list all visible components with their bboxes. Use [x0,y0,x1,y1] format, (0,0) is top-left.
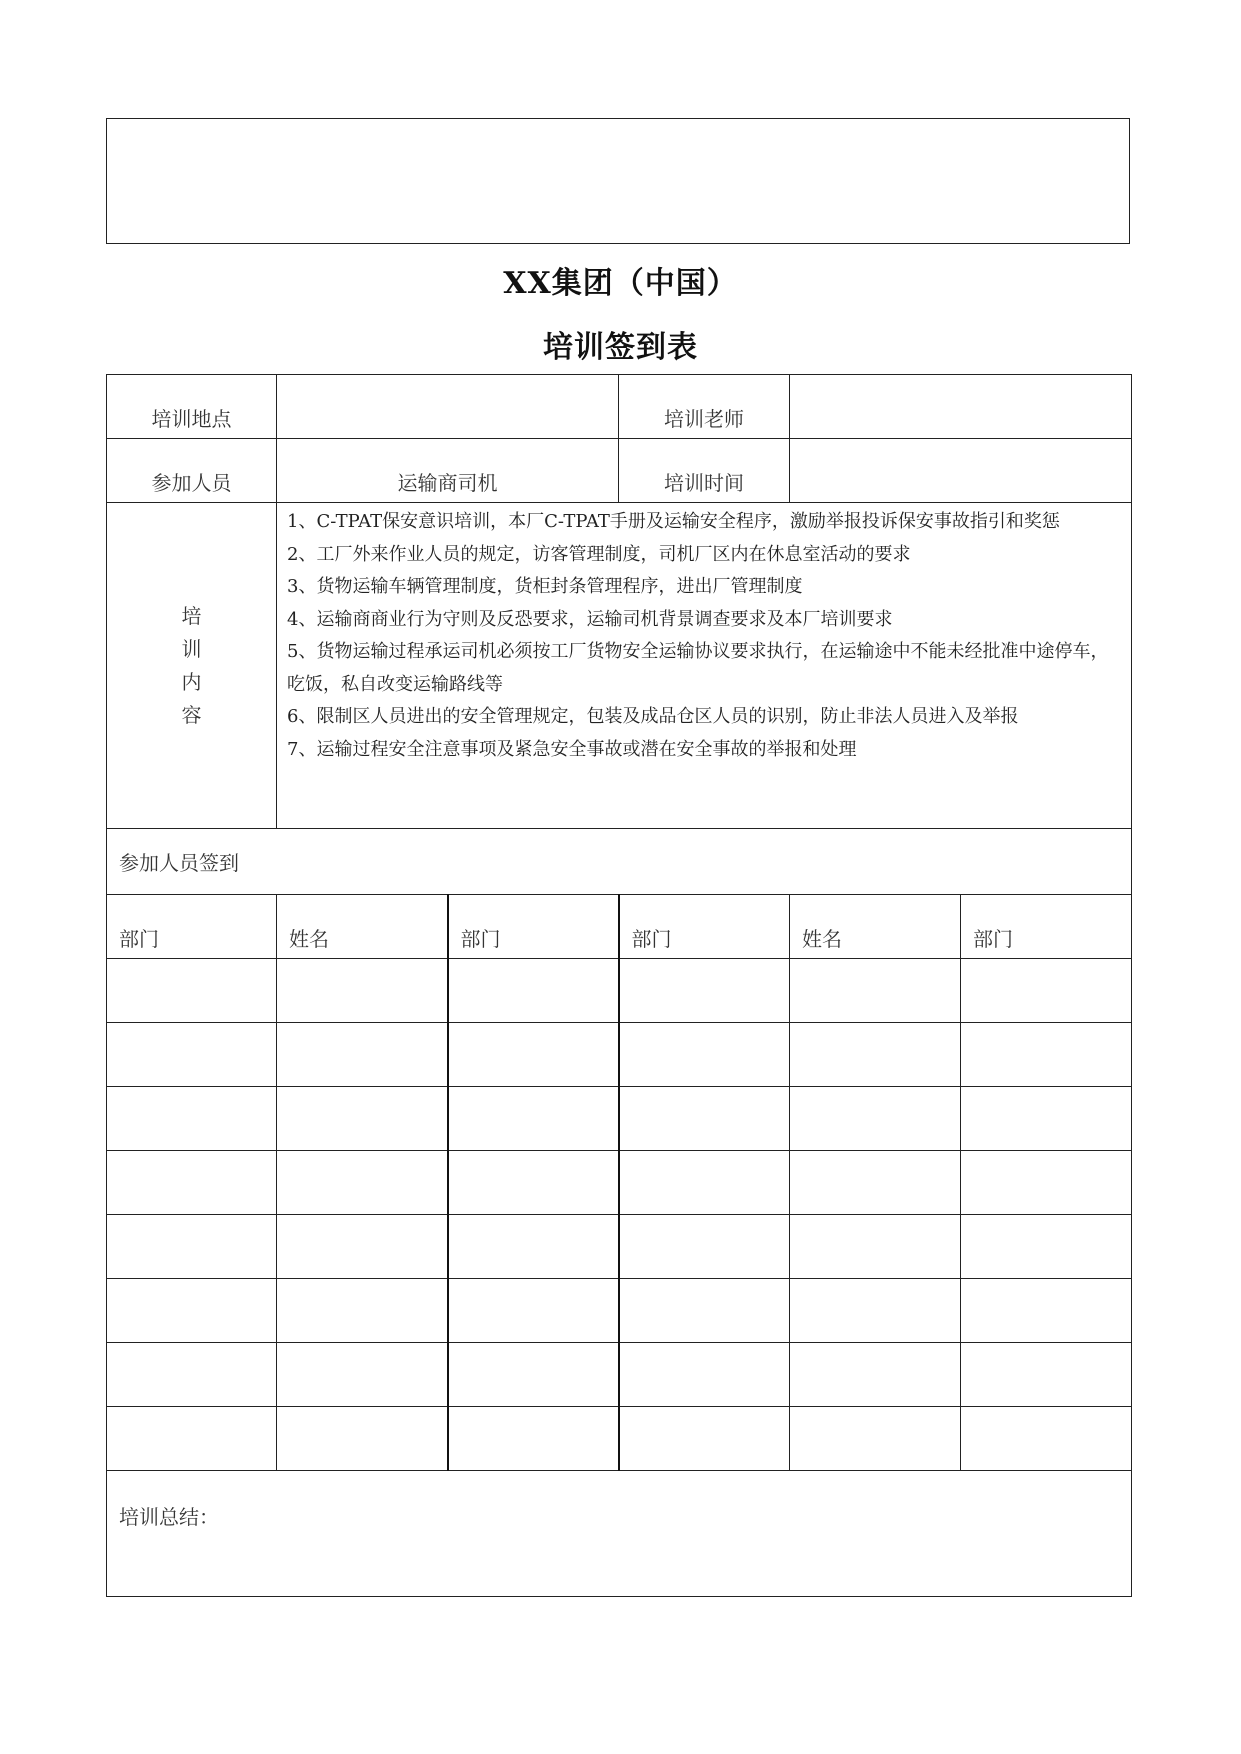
signin-row [107,1087,1132,1151]
signin-cell[interactable] [107,1023,277,1087]
header-box [106,118,1130,244]
content-item: 2、工厂外来作业人员的规定，访客管理制度，司机厂区内在休息室活动的要求 [287,543,911,565]
signin-cell[interactable] [107,1279,277,1343]
content-list [277,503,1132,829]
column-header: 部门 [619,895,790,959]
signin-section-title: 参加人员签到 [107,829,1132,895]
signin-cell[interactable] [790,1087,961,1151]
page-subtitle: 培训签到表 [543,330,698,365]
signin-cell[interactable] [277,1151,448,1215]
summary-cell[interactable] [107,1471,1132,1597]
column-header: 部门 [448,895,619,959]
signin-cell[interactable] [448,959,619,1023]
signin-cell[interactable] [961,959,1132,1023]
signin-cell[interactable] [277,959,448,1023]
time-label: 培训时间 [619,439,790,503]
signin-cell[interactable] [961,1343,1132,1407]
signin-row [107,1343,1132,1407]
signin-cell[interactable] [790,1151,961,1215]
signin-cell[interactable] [277,1279,448,1343]
signin-cell[interactable] [619,1343,790,1407]
signin-cell[interactable] [448,1343,619,1407]
location-value[interactable] [277,375,619,439]
signin-cell[interactable] [961,1087,1132,1151]
summary-row [107,1471,1132,1597]
signin-cell[interactable] [107,1343,277,1407]
content-item: 4、运输商商业行为守则及反恐要求，运输司机背景调查要求及本厂培训要求 [287,608,893,630]
signin-header-row [107,895,1132,959]
content-item: 1、C-TPAT保安意识培训，本厂C-TPAT手册及运输安全程序，激励举报投诉保安事故指引和奖惩 [287,511,1060,532]
time-value[interactable] [790,439,1132,503]
content-item: 3、货物运输车辆管理制度，货柜封条管理程序，进出厂管理制度 [287,576,803,597]
signin-form-table [106,374,1132,1597]
summary-label: 培训总结： [119,1505,219,1529]
signin-cell[interactable] [790,1407,961,1471]
signin-cell[interactable] [961,1023,1132,1087]
signin-row [107,1279,1132,1343]
participants-label: 参加人员 [107,439,277,503]
column-header: 姓名 [790,895,961,959]
signin-row [107,1215,1132,1279]
signin-cell[interactable] [107,959,277,1023]
signin-cell[interactable] [790,1023,961,1087]
content-item: 5、货物运输过程承运司机必须按工厂货物安全运输协议要求执行，在运输途中不能未经批准中途停车，吃饭，私自改变运输路线等 [287,641,1109,695]
content-item: 7、运输过程安全注意事项及紧急安全事故或潜在安全事故的举报和处理 [287,738,857,760]
signin-cell[interactable] [277,1087,448,1151]
column-header: 部门 [107,895,277,959]
signin-cell[interactable] [961,1279,1132,1343]
signin-cell[interactable] [961,1215,1132,1279]
column-header: 姓名 [277,895,448,959]
signin-row [107,1023,1132,1087]
signin-cell[interactable] [619,1023,790,1087]
location-row [107,375,1132,439]
signin-cell[interactable] [107,1407,277,1471]
participants-row [107,439,1132,503]
content-label-char: 内 [181,669,202,694]
signin-cell[interactable] [619,1151,790,1215]
signin-cell[interactable] [790,1343,961,1407]
location-label: 培训地点 [107,375,277,439]
signin-cell[interactable] [790,1279,961,1343]
content-label-char: 训 [181,636,202,661]
signin-row [107,1407,1132,1471]
signin-cell[interactable] [961,1407,1132,1471]
signin-cell[interactable] [277,1215,448,1279]
signin-cell[interactable] [277,1343,448,1407]
signin-cell[interactable] [277,1023,448,1087]
signin-cell[interactable] [619,1279,790,1343]
signin-cell[interactable] [790,1215,961,1279]
signin-section-row [107,829,1132,895]
signin-cell[interactable] [448,1279,619,1343]
signin-cell[interactable] [448,1215,619,1279]
signin-cell[interactable] [790,959,961,1023]
signin-cell[interactable] [448,1407,619,1471]
content-label [107,503,277,829]
signin-cell[interactable] [107,1151,277,1215]
content-row [107,503,1132,829]
signin-cell[interactable] [961,1151,1132,1215]
signin-row [107,1151,1132,1215]
signin-cell[interactable] [619,1215,790,1279]
content-label-char: 容 [181,702,202,727]
signin-cell[interactable] [619,959,790,1023]
signin-cell[interactable] [107,1087,277,1151]
signin-row [107,959,1132,1023]
content-item: 6、限制区人员进出的安全管理规定，包装及成品仓区人员的识别，防止非法人员进入及举报 [287,706,1019,727]
page-title: XX集团（中国） [503,266,738,301]
teacher-label: 培训老师 [619,375,790,439]
signin-cell[interactable] [448,1023,619,1087]
content-label-char: 培 [181,603,202,628]
signin-cell[interactable] [448,1151,619,1215]
column-header: 部门 [961,895,1132,959]
signin-cell[interactable] [277,1407,448,1471]
teacher-value[interactable] [790,375,1132,439]
participants-value[interactable]: 运输商司机 [277,439,619,503]
signin-cell[interactable] [619,1087,790,1151]
signin-cell[interactable] [107,1215,277,1279]
signin-cell[interactable] [619,1407,790,1471]
signin-cell[interactable] [448,1087,619,1151]
